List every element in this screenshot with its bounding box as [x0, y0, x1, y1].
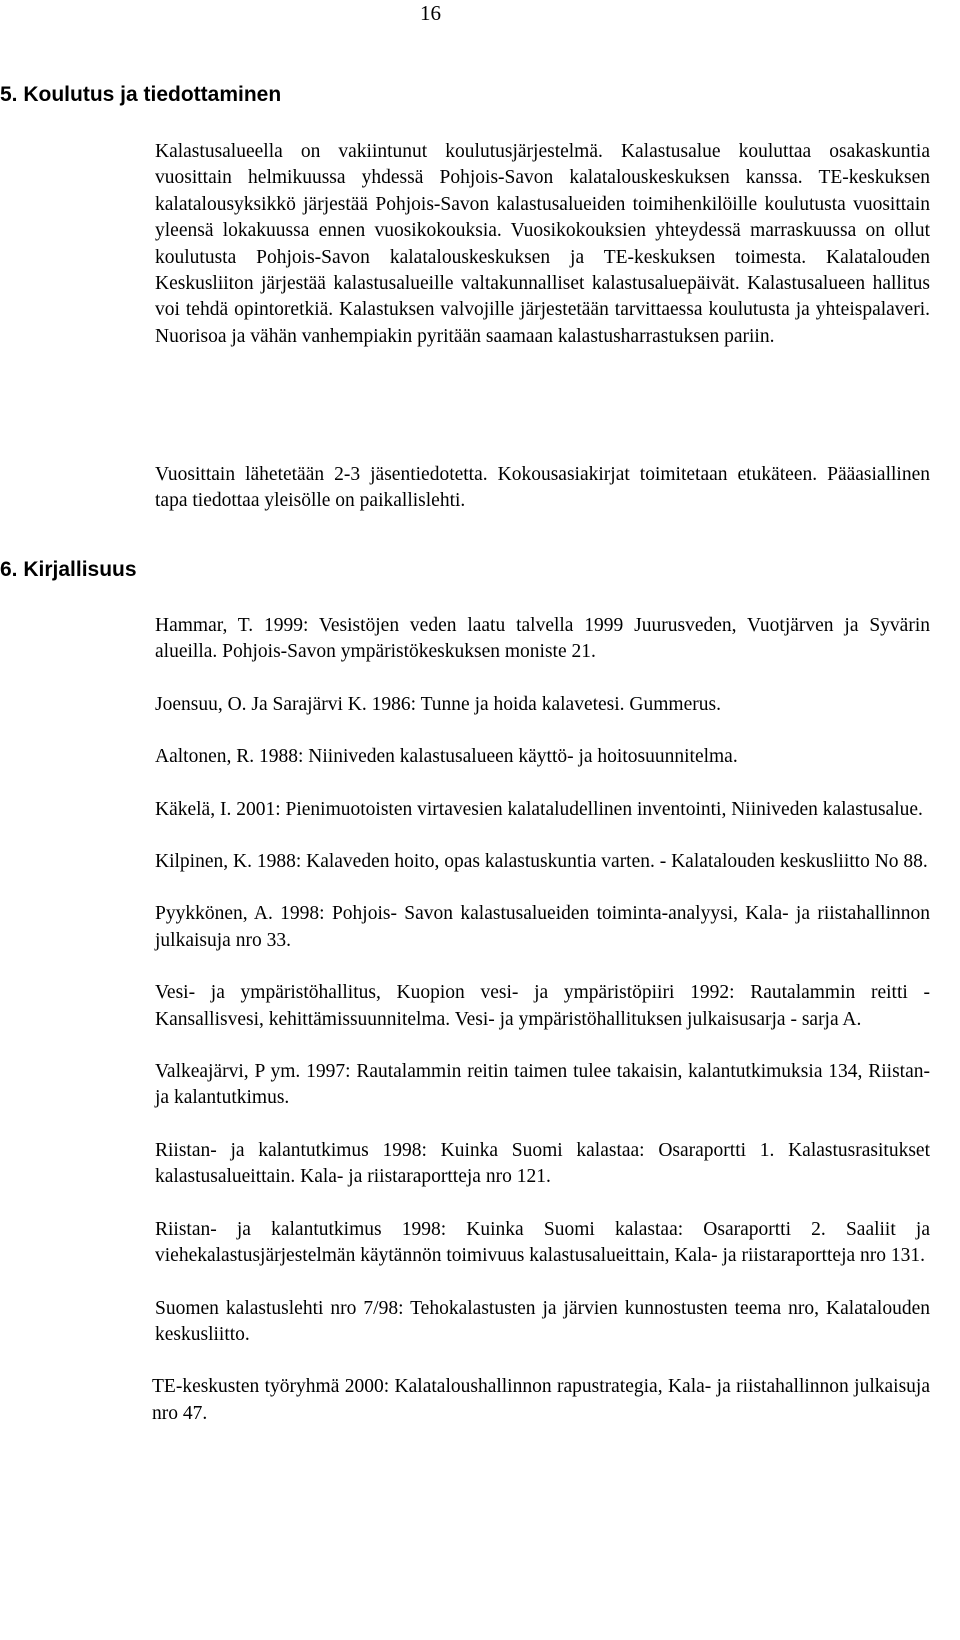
- reference-item: TE-keskusten työryhmä 2000: Kalataloushallinnon rapustrategia, Kala- ja riistahallinnon julkaisuja nro 47.: [152, 1376, 930, 1424]
- reference-item: Pyykkönen, A. 1998: Pohjois- Savon kalastusalueiden toiminta-analyysi, Kala- ja riistahallinnon julkaisuja nro 33.: [155, 903, 930, 951]
- paragraph-tiedotus: Vuosittain lähetetään 2-3 jäsentiedotetta. Kokousasiakirjat toimitetaan etukäteen. Pääasiallinen tapa tiedottaa yleisölle on paikallislehti.: [155, 464, 930, 512]
- reference-item: Riistan- ja kalantutkimus 1998: Kuinka Suomi kalastaa: Osaraportti 2. Saaliit ja viehekalastusjärjestelmän käytännön toimivuus kalastusalueittain, Kala- ja riistaraportteja nro 131.: [155, 1218, 930, 1267]
- paragraph-koulutus: Kalastusalueella on vakiintunut koulutusjärjestelmä. Kalastusalue kouluttaa osakaskuntia vuosittain helmikuussa yhdessä Pohjois-Savon kalatalouskeskuksen kanssa. TE-keskuksen kalatalousyksikkö järjestää Pohjois-Savon kalastusalueiden toimihenkilöille koulutusta vuosittain yleensä lokakuussa ennen vuosikokouksia. Vuosikokouksien yhteydessä marraskuussa on ollut koulutusta Pohjois-Savon kalatalouskeskuksen ja TE-keskuksen toimesta. Kalatalouden Keskusliiton järjestää kalastusalueille valtakunnalliset kalastusaluepäivät. Kalastusalueen hallitus voi tehdä opintoretkiä. Kalastuksen valvojille järjestetään tarvittaessa koulutusta ja yhteispalaveri. Nuorisoa ja vähän vanhempiakin pyritään saamaan kalastusharrastuksen pariin.: [155, 141, 930, 347]
- reference-item: Suomen kalastuslehti nro 7/98: Tehokalastusten ja järvien kunnostusten teema nro, Kalatalouden keskusliitto.: [155, 1297, 930, 1345]
- reference-item: Valkeajärvi, P ym. 1997: Rautalammin reitin taimen tulee takaisin, kalantutkimuksia 134, Riistan- ja kalantutkimus.: [155, 1061, 930, 1109]
- reference-item: Vesi- ja ympäristöhallitus, Kuopion vesi- ja ympäristöpiiri 1992: Rautalammin reitti - Kansallisvesi, kehittämissuunnitelma. Vesi- ja ympäristöhallituksen julkaisusarja - sarja A.: [155, 982, 930, 1030]
- section-heading-kirjallisuus: 6. Kirjallisuus: [0, 558, 137, 581]
- reference-item: Hammar, T. 1999: Vesistöjen veden laatu talvella 1999 Juurusveden, Vuotjärven ja Syvärin alueilla. Pohjois-Savon ympäristökeskuksen moniste 21.: [155, 615, 930, 663]
- reference-item: Aaltonen, R. 1988: Niiniveden kalastusalueen käyttö- ja hoitosuunnitelma.: [155, 746, 738, 768]
- reference-item: Riistan- ja kalantutkimus 1998: Kuinka Suomi kalastaa: Osaraportti 1. Kalastusrasitukset kalastusalueittain. Kala- ja riistaraportteja nro 121.: [155, 1139, 930, 1188]
- reference-item: Käkelä, I. 2001: Pienimuotoisten virtavesien kalataludellinen inventointi, Niiniveden kalastusalue.: [155, 798, 923, 820]
- reference-item: Joensuu, O. Ja Sarajärvi K. 1986: Tunne ja hoida kalavetesi. Gummerus.: [155, 693, 721, 715]
- section-heading-koulutus: 5. Koulutus ja tiedottaminen: [0, 83, 282, 106]
- page-number: 16: [420, 1, 441, 25]
- reference-item: Kilpinen, K. 1988: Kalaveden hoito, opas kalastuskuntia varten. - Kalatalouden keskusliitto No 88.: [155, 851, 928, 873]
- reference-list: [152, 613, 930, 1453]
